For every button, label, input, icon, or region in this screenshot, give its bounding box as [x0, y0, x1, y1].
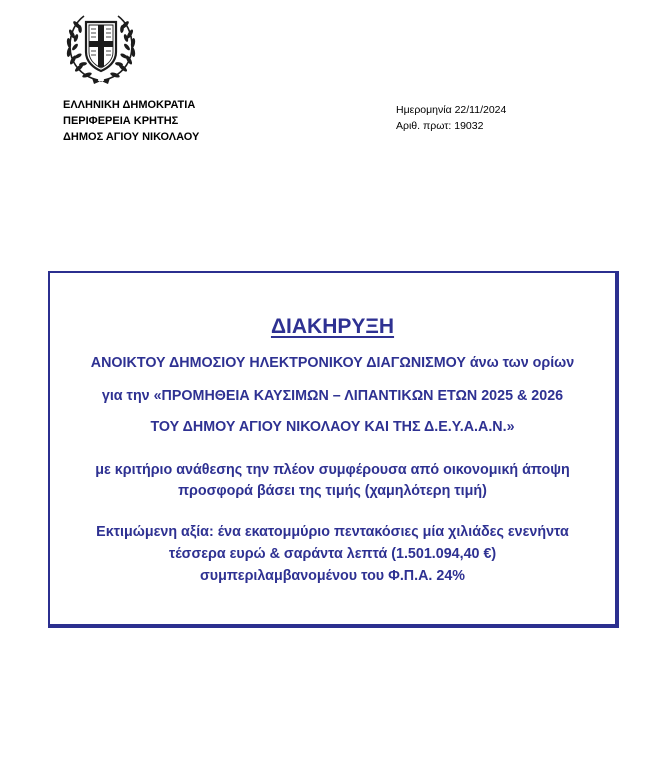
issuer-block [63, 97, 199, 145]
issuer-line-republic: ΕΛΛΗΝΙΚΗ ΔΗΜΟΚΡΑΤΙΑ [63, 99, 196, 111]
notice-title: ΔΙΑΚΗΡΥΞΗ [270, 315, 395, 338]
procurement-subject-line-1: για την «ΠΡΟΜΗΘΕΙΑ ΚΑΥΣΙΜΩΝ – ΛΙΠΑΝΤΙΚΩΝ ΕΤΩΝ 2025 & 2026 [101, 388, 564, 404]
issuer-line-region: ΠΕΡΙΦΕΡΕΙΑ ΚΡΗΤΗΣ [63, 115, 179, 127]
greek-coat-of-arms-icon [62, 8, 140, 86]
estimated-value-line-2: τέσσερα ευρώ & σαράντα λεπτά (1.501.094,40 €) [168, 546, 497, 562]
notice-box [48, 271, 619, 628]
award-criterion-line-2: προσφορά βάσει της τιμής (χαμηλότερη τιμή) [178, 483, 487, 499]
tender-type-line: ΑΝΟΙΚΤΟΥ ΔΗΜΟΣΙΟΥ ΗΛΕΚΤΡΟΝΙΚΟΥ ΔΙΑΓΩΝΙΣΜΟΥ άνω των ορίων [90, 355, 575, 371]
award-criterion-line-1: με κριτήριο ανάθεσης την πλέον συμφέρουσα από οικονομική άποψη [95, 462, 570, 478]
estimated-value-line-1: Εκτιμώμενη αξία: ένα εκατομμύριο πεντακόσιες μία χιλιάδες ενενήντα [96, 524, 569, 540]
protocol-number: Αριθ. πρωτ: 19032 [396, 120, 484, 132]
document-date: Ημερομηνία 22/11/2024 [396, 104, 507, 116]
procurement-subject-line-2: ΤΟΥ ΔΗΜΟΥ ΑΓΙΟΥ ΝΙΚΟΛΑΟΥ ΚΑΙ ΤΗΣ Δ.Ε.Υ.Α.Α.Ν.» [150, 419, 515, 435]
issuer-line-municipality: ΔΗΜΟΣ ΑΓΙΟΥ ΝΙΚΟΛΑΟΥ [63, 131, 200, 143]
document-meta [396, 102, 506, 134]
estimated-value-line-3: συμπεριλαμβανομένου του Φ.Π.Α. 24% [200, 568, 465, 584]
